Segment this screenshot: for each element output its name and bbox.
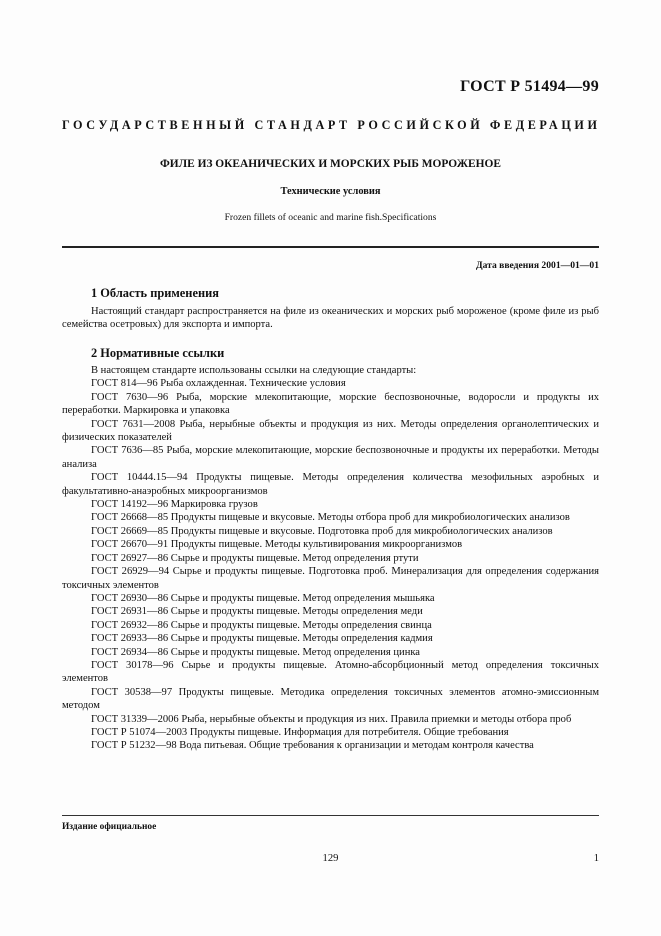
reference-item: ГОСТ 26668—85 Продукты пищевые и вкусовые. Методы отбора проб для микробиологических анализов	[91, 512, 570, 524]
reference-item: ГОСТ 26932—86 Сырье и продукты пищевые. Методы определения свинца	[91, 619, 432, 631]
reference-item: ГОСТ 30538—97 Продукты пищевые. Методика определения токсичных элементов атомно-эмиссионным методом	[62, 686, 599, 712]
reference-item: ГОСТ 7631—2008 Рыба, нерыбные объекты и продукция из них. Методы определения органолептических и физических показателей	[62, 418, 599, 444]
header-divider	[62, 246, 599, 248]
reference-item: ГОСТ 26927—86 Сырье и продукты пищевые. Метод определения ртути	[91, 552, 419, 564]
section-2-body	[62, 364, 599, 753]
reference-item: ГОСТ Р 51074—2003 Продукты пищевые. Информация для потребителя. Общие требования	[91, 726, 509, 738]
document-number: ГОСТ Р 51494—99	[460, 78, 599, 95]
reference-item: ГОСТ 26929—94 Сырье и продукты пищевые. Подготовка проб. Минерализация для определения содержания токсичных элементов	[62, 566, 599, 591]
state-standard-header: ГОСУДАРСТВЕННЫЙ СТАНДАРТ РОССИЙСКОЙ ФЕДЕРАЦИИ	[62, 118, 601, 132]
section-2-intro: В настоящем стандарте использованы ссылки на следующие стандарты:	[91, 365, 417, 376]
reference-item: ГОСТ 26670—91 Продукты пищевые. Методы культивирования микроорганизмов	[91, 539, 463, 551]
page-number: 129	[322, 853, 339, 864]
document-title: ФИЛЕ ИЗ ОКЕАНИЧЕСКИХ И МОРСКИХ РЫБ МОРОЖЕНОЕ	[160, 158, 501, 170]
section-1-text: Настоящий стандарт распространяется на филе из океанических и морских рыб мороженое (кроме филе из рыб семейства осетровых) для экспорта и импорта.	[62, 306, 599, 331]
reference-item: ГОСТ 26934—86 Сырье и продукты пищевые. Метод определения цинка	[91, 646, 420, 658]
reference-item: ГОСТ Р 51232—98 Вода питьевая. Общие требования к организации и методам контроля качества	[91, 740, 534, 752]
reference-item: ГОСТ 26669—85 Продукты пищевые и вкусовые. Подготовка проб для микробиологических анализов	[91, 525, 553, 537]
reference-item: ГОСТ 31339—2006 Рыба, нерыбные объекты и продукция из них. Правила приемки и методы отбора проб	[91, 713, 572, 725]
document-subtitle: Технические условия	[280, 186, 381, 197]
reference-item: ГОСТ 26931—86 Сырье и продукты пищевые. Методы определения меди	[91, 606, 423, 618]
reference-item: ГОСТ 10444.15—94 Продукты пищевые. Методы определения количества мезофильных аэробных и факультативно-анаэробных микроорганизмов	[62, 472, 599, 497]
reference-item: ГОСТ 14192—96 Маркировка грузов	[91, 499, 258, 511]
reference-item: ГОСТ 814—96 Рыба охлажденная. Технические условия	[91, 378, 346, 390]
reference-item: ГОСТ 30178—96 Сырье и продукты пищевые. Атомно-абсорбционный метод определения токсичных элементов	[62, 659, 599, 685]
section-1-body	[62, 305, 599, 332]
reference-item: ГОСТ 7630—96 Рыба, морские млекопитающие, морские беспозвоночные, водоросли и продукты их переработки. Маркировка и упаковка	[62, 391, 599, 417]
reference-item: ГОСТ 26933—86 Сырье и продукты пищевые. Методы определения кадмия	[91, 633, 433, 645]
section-1-heading: 1 Область применения	[91, 286, 219, 300]
reference-item: ГОСТ 7636—85 Рыба, морские млекопитающие, морские беспозвоночные и продукты их переработки. Методы анализа	[62, 445, 599, 470]
reference-item: ГОСТ 26930—86 Сырье и продукты пищевые. Метод определения мышьяка	[91, 592, 435, 604]
introduction-date: Дата введения 2001—01—01	[476, 260, 599, 271]
english-title: Frozen fillets of oceanic and marine fish.Specifications	[224, 212, 437, 223]
section-2-heading: 2 Нормативные ссылки	[91, 346, 225, 360]
edition-label: Издание официальное	[62, 822, 157, 832]
page-sheet-number: 1	[593, 853, 599, 864]
footer-divider	[62, 815, 599, 816]
